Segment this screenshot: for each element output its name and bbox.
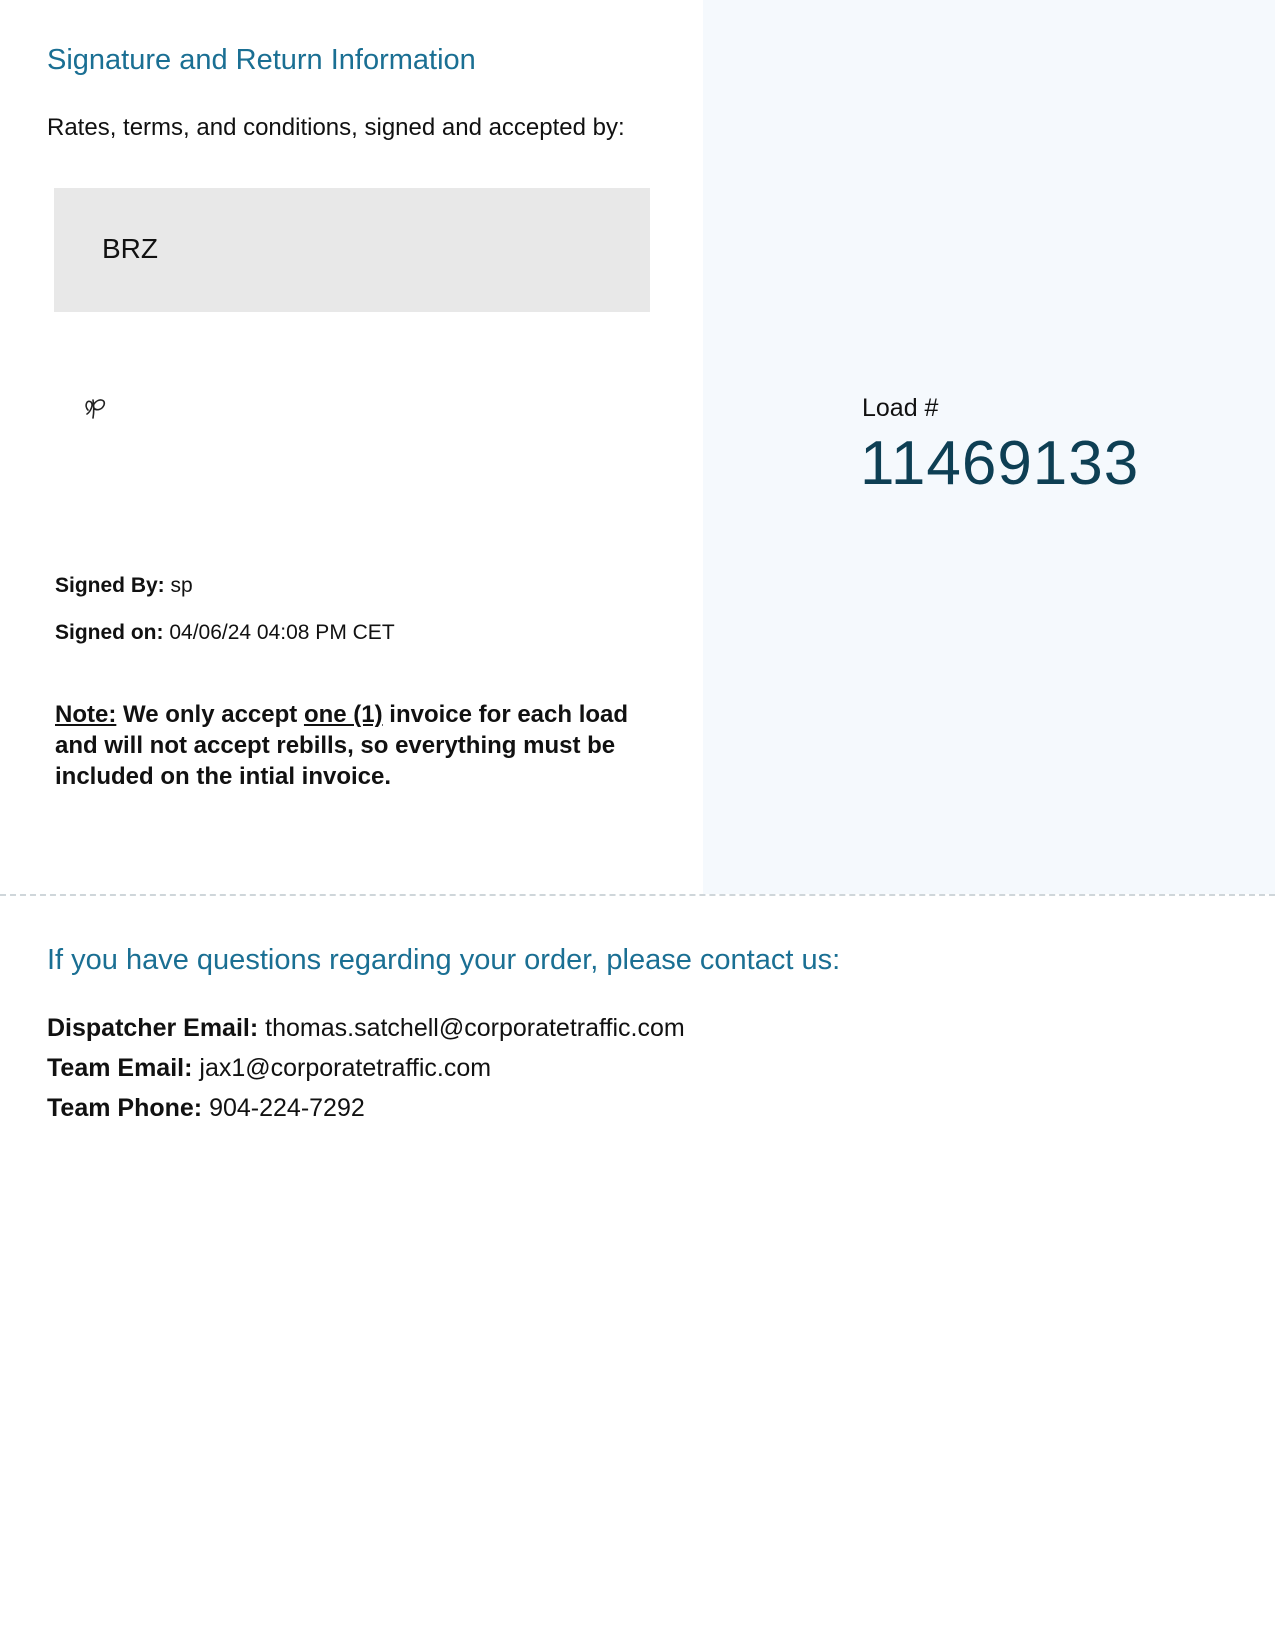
accept-statement: Rates, terms, and conditions, signed and accepted by: xyxy=(47,114,625,141)
section-title: Signature and Return Information xyxy=(47,44,476,76)
signed-by-value: sp xyxy=(170,574,193,597)
signed-on-label: Signed on: xyxy=(55,621,164,644)
signed-by-label: Signed By: xyxy=(55,574,165,597)
note-label: Note: xyxy=(55,701,117,728)
signed-on-line xyxy=(55,621,395,645)
dashed-divider xyxy=(0,894,1275,896)
load-label: Load # xyxy=(862,394,939,422)
dispatcher-email: thomas.satchell@corporatetraffic.com xyxy=(265,1014,685,1042)
signed-on-value: 04/06/24 04:08 PM CET xyxy=(169,621,395,644)
signed-by-line xyxy=(55,574,193,598)
dispatcher-email-line xyxy=(47,1014,685,1043)
dispatcher-email-label: Dispatcher Email: xyxy=(47,1014,259,1042)
team-phone-line xyxy=(47,1094,365,1123)
company-name: BRZ xyxy=(102,233,158,264)
team-email-line xyxy=(47,1054,491,1083)
team-email: jax1@corporatetraffic.com xyxy=(199,1054,492,1082)
team-phone: 904-224-7292 xyxy=(209,1094,365,1122)
load-panel xyxy=(703,0,1275,894)
team-email-label: Team Email: xyxy=(47,1054,193,1082)
handwritten-signature xyxy=(82,392,122,422)
load-number: 11469133 xyxy=(860,429,1140,498)
note-text-before: We only accept xyxy=(123,701,298,728)
team-phone-label: Team Phone: xyxy=(47,1094,203,1122)
contact-title: If you have questions regarding your order, please contact us: xyxy=(47,944,841,976)
note-text-after: invoice for each load and will not accept rebills, so everything must be included on the intial invoice. xyxy=(55,701,629,790)
signature-column xyxy=(0,0,703,894)
company-box xyxy=(54,188,650,312)
note-emphasis: one (1) xyxy=(303,701,383,728)
invoice-note xyxy=(55,699,635,792)
